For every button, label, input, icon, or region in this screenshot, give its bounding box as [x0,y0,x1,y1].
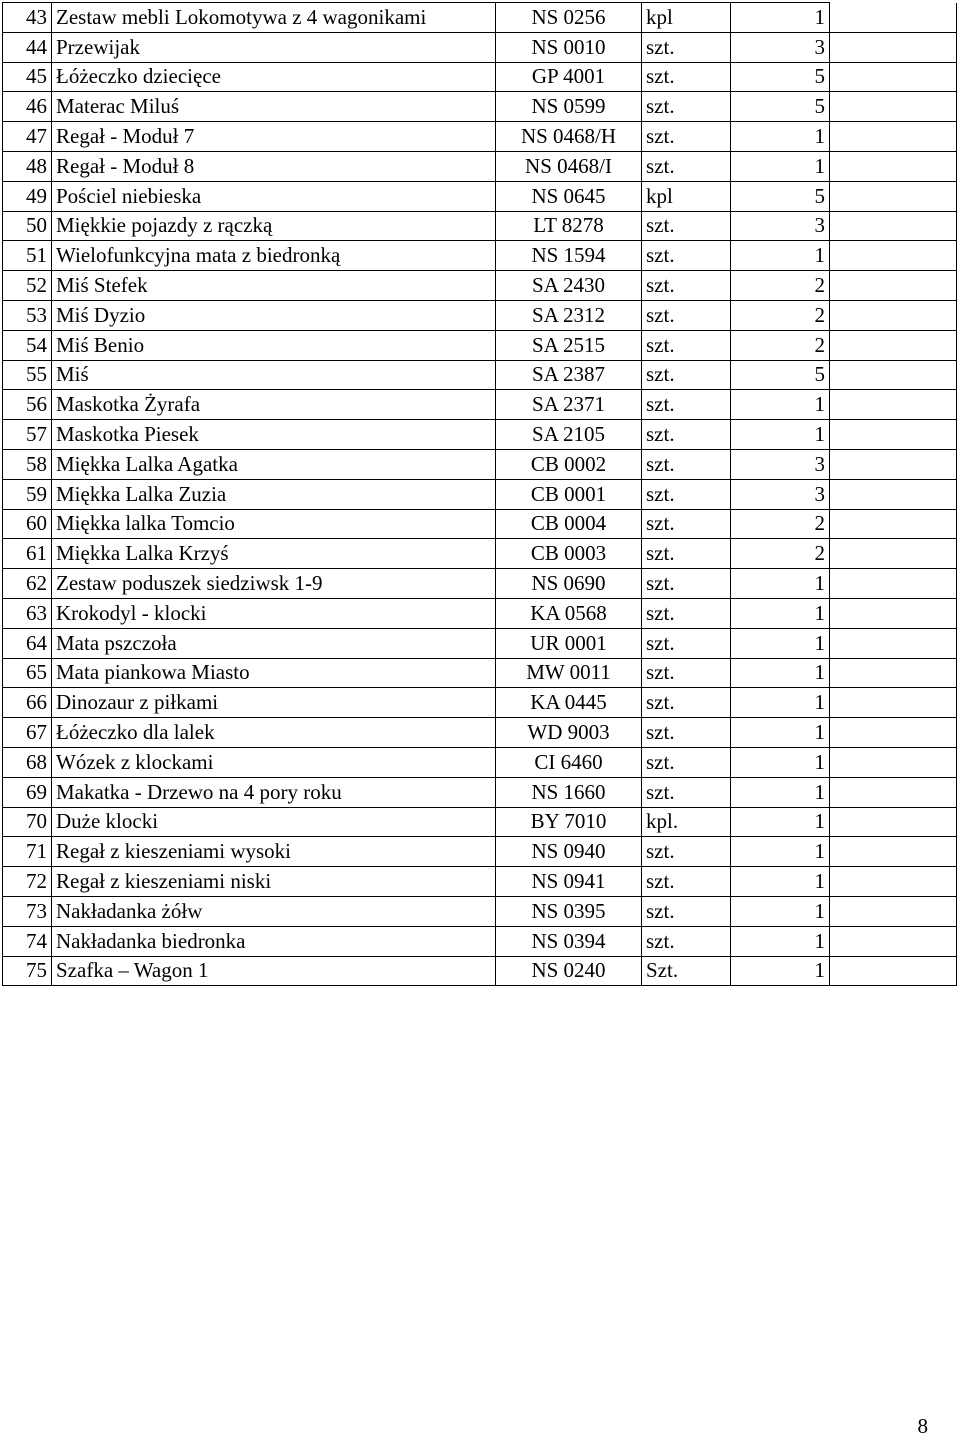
item-unit: szt. [642,241,731,271]
item-name: Regał z kieszeniami wysoki [52,837,496,867]
row-number: 46 [3,92,52,122]
item-code: KA 0568 [496,598,642,628]
item-quantity: 1 [731,837,830,867]
item-name: Miękka lalka Tomcio [52,509,496,539]
item-quantity: 1 [731,956,830,986]
empty-cell [830,807,957,837]
item-unit: szt. [642,509,731,539]
item-unit: szt. [642,628,731,658]
empty-cell [830,569,957,599]
item-code: KA 0445 [496,688,642,718]
table-row [3,151,957,181]
empty-cell [830,867,957,897]
empty-cell [830,241,957,271]
item-quantity: 2 [731,539,830,569]
item-quantity: 2 [731,509,830,539]
row-number: 53 [3,300,52,330]
row-number: 50 [3,211,52,241]
item-unit: szt. [642,449,731,479]
item-code: SA 2312 [496,300,642,330]
table-row [3,390,957,420]
empty-cell [830,300,957,330]
item-unit: szt. [642,271,731,301]
item-name: Łóżeczko dziecięce [52,62,496,92]
item-quantity: 5 [731,92,830,122]
item-unit: szt. [642,747,731,777]
item-name: Regał z kieszeniami niski [52,867,496,897]
empty-cell [830,151,957,181]
item-name: Makatka - Drzewo na 4 pory roku [52,777,496,807]
empty-cell [830,509,957,539]
item-name: Zestaw mebli Lokomotywa z 4 wagonikami [52,3,496,33]
empty-cell [830,181,957,211]
item-quantity: 1 [731,718,830,748]
item-name: Mata piankowa Miasto [52,658,496,688]
item-quantity: 1 [731,926,830,956]
item-name: Miś [52,360,496,390]
item-quantity: 5 [731,360,830,390]
row-number: 75 [3,956,52,986]
row-number: 45 [3,62,52,92]
item-unit: szt. [642,62,731,92]
item-unit: szt. [642,658,731,688]
table-row [3,420,957,450]
table-row [3,956,957,986]
empty-cell [830,479,957,509]
table-row [3,122,957,152]
item-quantity: 1 [731,569,830,599]
row-number: 63 [3,598,52,628]
row-number: 73 [3,896,52,926]
table-row [3,926,957,956]
table-row [3,449,957,479]
item-quantity: 1 [731,896,830,926]
empty-cell [830,271,957,301]
item-quantity: 3 [731,449,830,479]
item-code: NS 0010 [496,32,642,62]
table-row [3,688,957,718]
item-unit: szt. [642,926,731,956]
row-number: 59 [3,479,52,509]
empty-cell [830,598,957,628]
item-name: Miękka Lalka Agatka [52,449,496,479]
item-code: WD 9003 [496,718,642,748]
item-unit: szt. [642,32,731,62]
item-code: NS 1660 [496,777,642,807]
table-row [3,92,957,122]
empty-cell [830,926,957,956]
item-code: NS 0256 [496,3,642,33]
item-code: MW 0011 [496,658,642,688]
item-name: Materac Miluś [52,92,496,122]
item-name: Miękka Lalka Krzyś [52,539,496,569]
item-name: Wielofunkcyjna mata z biedronką [52,241,496,271]
item-name: Krokodyl - klocki [52,598,496,628]
table-row [3,241,957,271]
item-code: LT 8278 [496,211,642,241]
item-unit: szt. [642,92,731,122]
table-row [3,569,957,599]
item-name: Miękka Lalka Zuzia [52,479,496,509]
item-code: SA 2515 [496,330,642,360]
table-row [3,718,957,748]
item-unit: szt. [642,151,731,181]
item-name: Szafka – Wagon 1 [52,956,496,986]
row-number: 66 [3,688,52,718]
row-number: 55 [3,360,52,390]
row-number: 71 [3,837,52,867]
row-number: 68 [3,747,52,777]
row-number: 70 [3,807,52,837]
item-quantity: 2 [731,271,830,301]
row-number: 58 [3,449,52,479]
item-quantity: 5 [731,181,830,211]
table-row [3,32,957,62]
row-number: 44 [3,32,52,62]
item-name: Dinozaur z piłkami [52,688,496,718]
item-unit: szt. [642,300,731,330]
item-name: Regał - Moduł 7 [52,122,496,152]
empty-cell [830,658,957,688]
item-code: CB 0002 [496,449,642,479]
item-name: Miś Stefek [52,271,496,301]
table-row [3,300,957,330]
item-code: NS 0690 [496,569,642,599]
row-number: 43 [3,3,52,33]
item-code: NS 0645 [496,181,642,211]
item-quantity: 1 [731,3,830,33]
empty-cell [830,122,957,152]
item-code: NS 0394 [496,926,642,956]
table-row [3,62,957,92]
item-code: CB 0001 [496,479,642,509]
row-number: 48 [3,151,52,181]
item-unit: kpl [642,181,731,211]
inventory-table-body [3,3,957,986]
item-quantity: 2 [731,330,830,360]
item-code: NS 0395 [496,896,642,926]
item-unit: szt. [642,569,731,599]
item-name: Przewijak [52,32,496,62]
empty-cell [830,956,957,986]
item-quantity: 1 [731,658,830,688]
item-quantity: 1 [731,122,830,152]
item-unit: kpl [642,3,731,33]
table-row [3,211,957,241]
empty-cell [830,420,957,450]
item-name: Łóżeczko dla lalek [52,718,496,748]
item-quantity: 1 [731,241,830,271]
table-row [3,509,957,539]
item-quantity: 1 [731,747,830,777]
empty-cell [830,449,957,479]
item-unit: szt. [642,598,731,628]
item-code: CI 6460 [496,747,642,777]
item-name: Wózek z klockami [52,747,496,777]
item-unit: szt. [642,479,731,509]
item-name: Maskotka Żyrafa [52,390,496,420]
item-unit: szt. [642,837,731,867]
item-name: Miś Benio [52,330,496,360]
item-name: Duże klocki [52,807,496,837]
item-unit: szt. [642,777,731,807]
empty-cell [830,837,957,867]
item-code: CB 0004 [496,509,642,539]
item-unit: szt. [642,211,731,241]
item-quantity: 1 [731,598,830,628]
row-number: 64 [3,628,52,658]
item-quantity: 1 [731,390,830,420]
item-unit: szt. [642,122,731,152]
item-unit: szt. [642,420,731,450]
item-code: NS 0941 [496,867,642,897]
item-name: Nakładanka biedronka [52,926,496,956]
row-number: 65 [3,658,52,688]
item-quantity: 1 [731,151,830,181]
empty-cell [830,330,957,360]
item-name: Maskotka Piesek [52,420,496,450]
item-code: BY 7010 [496,807,642,837]
empty-cell [830,777,957,807]
row-number: 67 [3,718,52,748]
row-number: 54 [3,330,52,360]
empty-cell [830,718,957,748]
empty-cell [830,628,957,658]
empty-cell [830,62,957,92]
row-number: 60 [3,509,52,539]
item-quantity: 1 [731,777,830,807]
empty-cell [830,896,957,926]
row-number: 47 [3,122,52,152]
item-code: GP 4001 [496,62,642,92]
page-number: 8 [917,1414,928,1438]
empty-cell [830,92,957,122]
item-quantity: 3 [731,211,830,241]
item-code: NS 1594 [496,241,642,271]
table-row [3,360,957,390]
item-name: Regał - Moduł 8 [52,151,496,181]
table-row [3,867,957,897]
row-number: 51 [3,241,52,271]
item-unit: szt. [642,688,731,718]
row-number: 72 [3,867,52,897]
empty-cell [830,390,957,420]
table-row [3,598,957,628]
item-code: NS 0468/I [496,151,642,181]
empty-cell [830,747,957,777]
row-number: 61 [3,539,52,569]
item-unit: Szt. [642,956,731,986]
item-quantity: 2 [731,300,830,330]
item-quantity: 5 [731,62,830,92]
row-number: 52 [3,271,52,301]
row-number: 62 [3,569,52,599]
item-unit: szt. [642,867,731,897]
empty-cell [830,3,957,33]
item-code: SA 2387 [496,360,642,390]
item-code: SA 2371 [496,390,642,420]
empty-cell [830,688,957,718]
table-row [3,271,957,301]
item-code: UR 0001 [496,628,642,658]
item-unit: szt. [642,718,731,748]
item-quantity: 1 [731,688,830,718]
item-name: Nakładanka żółw [52,896,496,926]
table-row [3,3,957,33]
item-quantity: 3 [731,479,830,509]
table-row [3,539,957,569]
item-unit: szt. [642,390,731,420]
table-row [3,628,957,658]
row-number: 74 [3,926,52,956]
table-row [3,330,957,360]
table-row [3,837,957,867]
item-code: NS 0940 [496,837,642,867]
item-unit: szt. [642,896,731,926]
empty-cell [830,539,957,569]
table-row [3,181,957,211]
empty-cell [830,32,957,62]
item-name: Miś Dyzio [52,300,496,330]
item-name: Mata pszczoła [52,628,496,658]
item-code: SA 2105 [496,420,642,450]
item-code: CB 0003 [496,539,642,569]
row-number: 56 [3,390,52,420]
item-unit: szt. [642,539,731,569]
row-number: 49 [3,181,52,211]
item-code: NS 0240 [496,956,642,986]
item-name: Miękkie pojazdy z rączką [52,211,496,241]
item-name: Zestaw poduszek siedziwsk 1-9 [52,569,496,599]
table-row [3,807,957,837]
item-quantity: 3 [731,32,830,62]
item-name: Pościel niebieska [52,181,496,211]
table-row [3,658,957,688]
item-code: NS 0599 [496,92,642,122]
item-unit: kpl. [642,807,731,837]
table-row [3,479,957,509]
table-row [3,896,957,926]
item-quantity: 1 [731,867,830,897]
item-quantity: 1 [731,420,830,450]
row-number: 57 [3,420,52,450]
table-row [3,777,957,807]
empty-cell [830,360,957,390]
table-row [3,747,957,777]
item-code: SA 2430 [496,271,642,301]
item-code: NS 0468/H [496,122,642,152]
item-quantity: 1 [731,807,830,837]
inventory-table [2,2,957,986]
row-number: 69 [3,777,52,807]
empty-cell [830,211,957,241]
item-unit: szt. [642,360,731,390]
item-unit: szt. [642,330,731,360]
item-quantity: 1 [731,628,830,658]
